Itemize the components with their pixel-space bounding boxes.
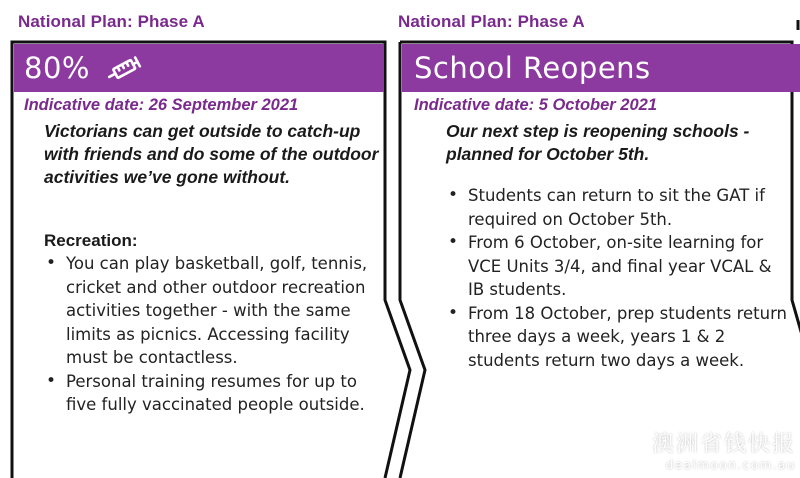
card1-section-title: Recreation: xyxy=(44,231,138,250)
list-item: • Personal training resumes for up to five fully vaccinated people outside. xyxy=(44,370,379,417)
watermark-url: dealmoon.com.au xyxy=(665,458,796,472)
card1-lead-text: Victorians can get outside to catch-up with friends and do some of the outdoor activities we’ve gone without. xyxy=(44,121,379,187)
watermark-chinese: 澳洲省钱快报 xyxy=(651,432,796,457)
card2-header-text: School Reopens xyxy=(414,51,651,85)
syringe-icon xyxy=(104,53,148,83)
card2-bullet-list xyxy=(446,184,791,372)
card2-phase-label: National Plan: Phase A xyxy=(398,12,585,31)
list-item: • You can play basketball, golf, tennis, cricket and other outdoor recreation activities together - with the same limits as picnics. Accessing facility must be contactless. xyxy=(44,252,379,370)
list-item: • Students can return to sit the GAT if required on October 5th. xyxy=(446,184,791,231)
card1-header-text: 80% xyxy=(24,51,90,85)
watermark xyxy=(652,427,796,472)
card2-indicative-date: Indicative date: 5 October 2021 xyxy=(414,96,658,114)
card1-header xyxy=(14,44,384,92)
list-item: • From 6 October, on-site learning for VCE Units 3/4, and final year VCAL & IB students. xyxy=(446,231,791,302)
card2-lead-text: Our next step is reopening schools - planned for October 5th. xyxy=(446,121,750,164)
card2-header xyxy=(402,44,800,92)
card1-bullet-list xyxy=(44,252,379,417)
card1-indicative-date: Indicative date: 26 September 2021 xyxy=(24,96,299,114)
list-item: • From 18 October, prep students return three days a week, years 1 & 2 students return two days a week. xyxy=(446,302,791,373)
card1-phase-label: National Plan: Phase A xyxy=(18,12,205,31)
